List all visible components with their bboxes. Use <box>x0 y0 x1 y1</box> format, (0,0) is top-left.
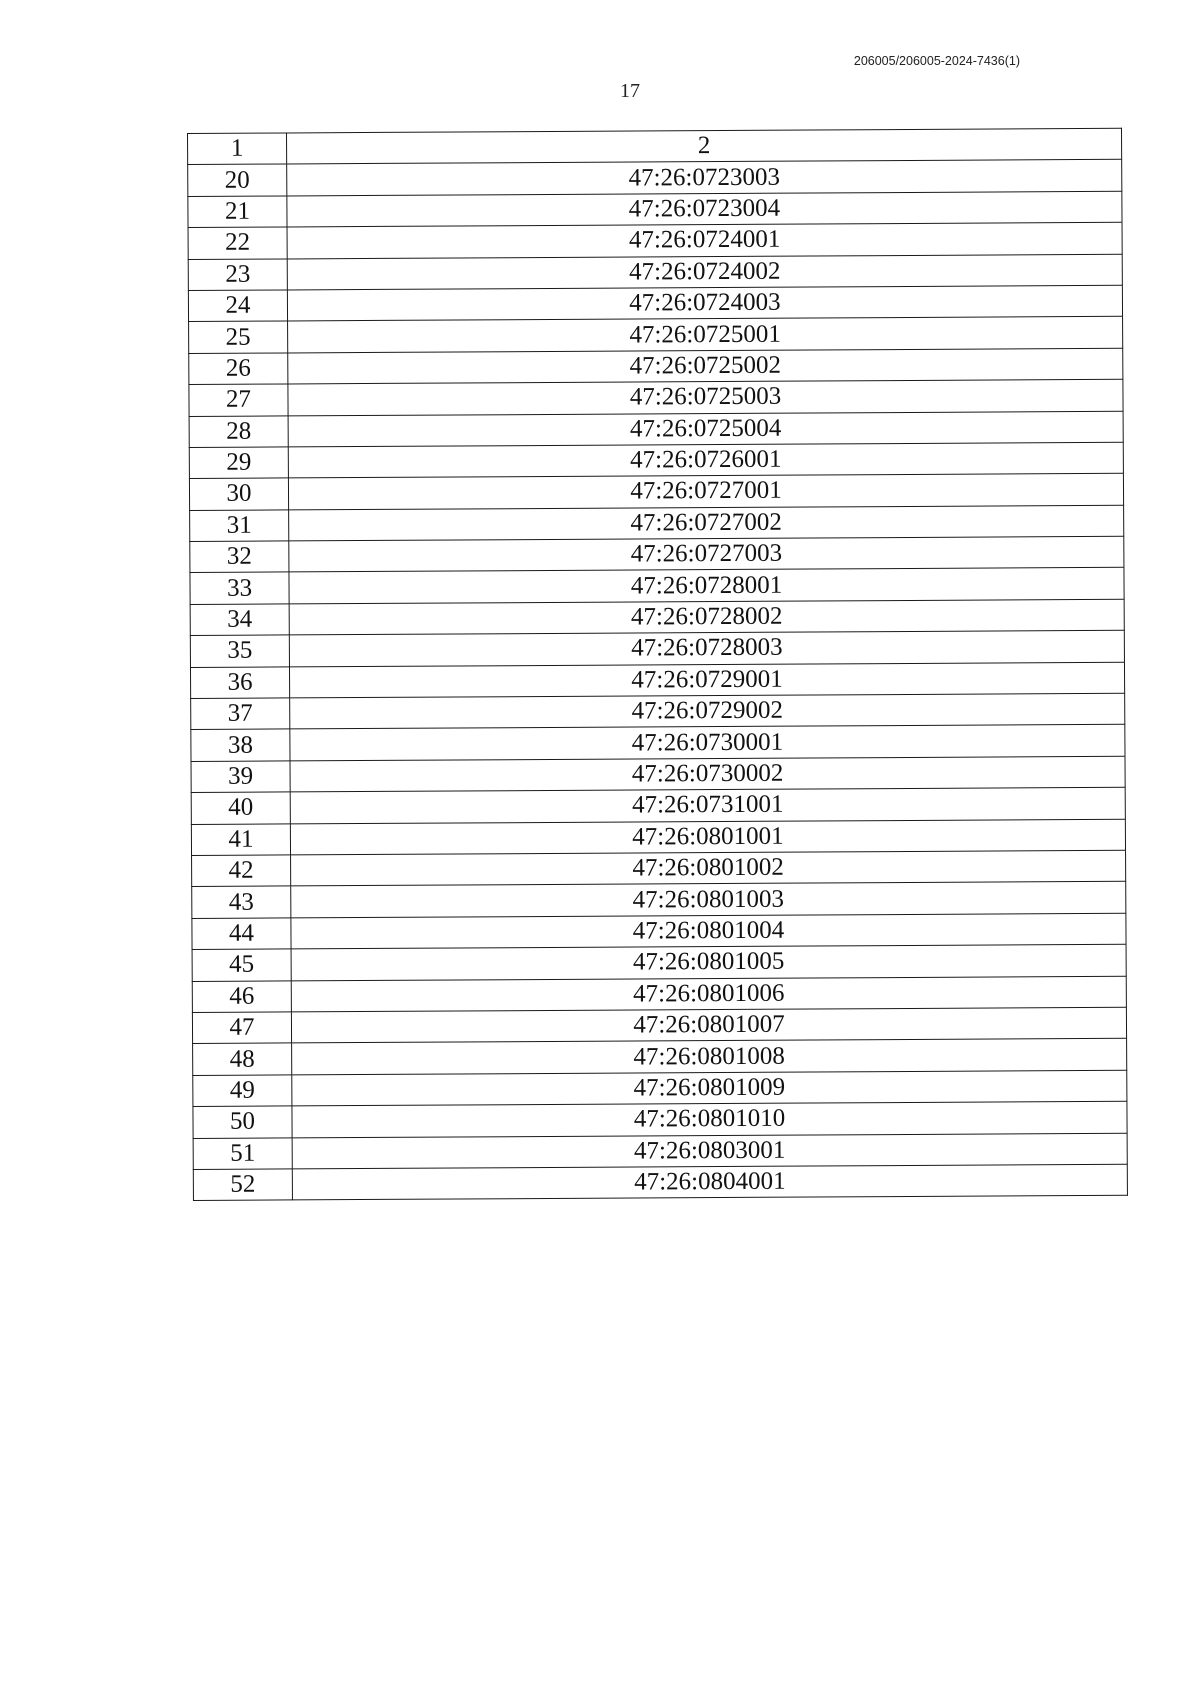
cadastral-number-cell: 47:26:0730002 <box>290 756 1125 792</box>
table-row <box>191 725 1125 762</box>
row-number-cell: 51 <box>193 1137 292 1169</box>
row-number-cell: 39 <box>191 761 290 793</box>
row-number-cell: 20 <box>188 164 287 196</box>
table-row <box>192 850 1126 887</box>
cadastral-number-cell: 47:26:0731001 <box>290 787 1125 823</box>
row-number-cell: 40 <box>191 792 290 824</box>
table-row <box>193 1133 1127 1170</box>
row-number-cell: 47 <box>192 1012 291 1044</box>
table-row <box>190 631 1124 668</box>
row-number-cell: 52 <box>193 1169 292 1201</box>
row-number-cell: 34 <box>190 604 289 636</box>
cadastral-number-cell: 47:26:0725004 <box>288 411 1123 447</box>
table-row <box>192 976 1126 1013</box>
row-number-cell: 30 <box>189 478 288 510</box>
cadastral-number-cell: 47:26:0801010 <box>292 1101 1127 1137</box>
row-number-cell: 21 <box>188 196 287 228</box>
table-row <box>190 662 1124 699</box>
table-row <box>188 191 1122 228</box>
table-row <box>190 536 1124 573</box>
cadastral-number-cell: 47:26:0725001 <box>288 317 1123 353</box>
row-number-cell: 33 <box>190 572 289 604</box>
cadastral-number-cell: 47:26:0727002 <box>289 505 1124 541</box>
row-number-cell: 46 <box>192 980 291 1012</box>
table-row <box>188 285 1122 322</box>
cadastral-number-cell: 47:26:0728002 <box>289 599 1124 635</box>
table-row <box>188 160 1122 197</box>
column-header-1: 1 <box>188 133 287 165</box>
cadastral-number-cell: 47:26:0725002 <box>288 348 1123 384</box>
row-number-cell: 32 <box>190 541 289 573</box>
cadastral-number-cell: 47:26:0723003 <box>287 160 1122 196</box>
row-number-cell: 42 <box>192 855 291 887</box>
row-number-cell: 44 <box>192 918 291 950</box>
row-number-cell: 27 <box>189 384 288 416</box>
cadastral-number-cell: 47:26:0723004 <box>287 191 1122 227</box>
cadastral-number-cell: 47:26:0803001 <box>292 1133 1127 1169</box>
table-row <box>190 599 1124 636</box>
column-header-2: 2 <box>287 128 1122 164</box>
cadastral-number-cell: 47:26:0725003 <box>288 379 1123 415</box>
table-row <box>189 317 1123 354</box>
table-row <box>189 411 1123 448</box>
row-number-cell: 24 <box>188 290 287 322</box>
row-number-cell: 29 <box>189 447 288 479</box>
table-row <box>193 1070 1127 1107</box>
table-row <box>192 882 1126 919</box>
row-number-cell: 23 <box>188 259 287 291</box>
row-number-cell: 43 <box>192 886 291 918</box>
row-number-cell: 25 <box>189 321 288 353</box>
table-row <box>189 442 1123 479</box>
cadastral-number-cell: 47:26:0724003 <box>287 285 1122 321</box>
cadastral-number-cell: 47:26:0801008 <box>292 1039 1127 1075</box>
cadastral-number-cell: 47:26:0727003 <box>289 536 1124 572</box>
row-number-cell: 31 <box>190 510 289 542</box>
row-number-cell: 22 <box>188 227 287 259</box>
cadastral-number-cell: 47:26:0724001 <box>287 222 1122 258</box>
cadastral-table <box>187 128 1128 1201</box>
document-id: 206005/206005-2024-7436(1) <box>853 54 1020 68</box>
row-number-cell: 38 <box>191 729 290 761</box>
table-row <box>192 1007 1126 1044</box>
table-row <box>191 756 1125 793</box>
row-number-cell: 50 <box>193 1106 292 1138</box>
cadastral-number-cell: 47:26:0729001 <box>289 662 1124 698</box>
page-number: 17 <box>620 80 640 102</box>
cadastral-number-cell: 47:26:0728001 <box>289 568 1124 604</box>
table-row <box>189 474 1123 511</box>
table-row <box>191 819 1125 856</box>
table-row <box>188 254 1122 291</box>
cadastral-number-cell: 47:26:0801005 <box>291 944 1126 980</box>
table-row <box>189 379 1123 416</box>
row-number-cell: 26 <box>189 353 288 385</box>
row-number-cell: 48 <box>193 1043 292 1075</box>
cadastral-number-cell: 47:26:0801007 <box>291 1007 1126 1043</box>
row-number-cell: 49 <box>193 1075 292 1107</box>
table-row <box>190 568 1124 605</box>
cadastral-number-cell: 47:26:0801003 <box>291 882 1126 918</box>
table-row <box>190 505 1124 542</box>
cadastral-number-cell: 47:26:0724002 <box>287 254 1122 290</box>
cadastral-number-cell: 47:26:0801004 <box>291 913 1126 949</box>
table-row <box>189 348 1123 385</box>
cadastral-number-cell: 47:26:0801001 <box>290 819 1125 855</box>
table-row <box>188 222 1122 259</box>
table-row <box>193 1164 1127 1201</box>
row-number-cell: 28 <box>189 415 288 447</box>
cadastral-number-cell: 47:26:0801002 <box>291 850 1126 886</box>
table-row <box>192 913 1126 950</box>
cadastral-number-cell: 47:26:0729002 <box>290 693 1125 729</box>
cadastral-number-cell: 47:26:0730001 <box>290 725 1125 761</box>
row-number-cell: 36 <box>190 667 289 699</box>
table-row <box>191 693 1125 730</box>
table-row <box>192 944 1126 981</box>
cadastral-number-cell: 47:26:0728003 <box>289 631 1124 667</box>
cadastral-number-cell: 47:26:0801006 <box>291 976 1126 1012</box>
table-row <box>193 1039 1127 1076</box>
cadastral-number-cell: 47:26:0727001 <box>288 474 1123 510</box>
table-row <box>193 1101 1127 1138</box>
row-number-cell: 45 <box>192 949 291 981</box>
cadastral-number-cell: 47:26:0801009 <box>292 1070 1127 1106</box>
cadastral-number-cell: 47:26:0804001 <box>292 1164 1127 1200</box>
row-number-cell: 41 <box>191 824 290 856</box>
table-row <box>191 787 1125 824</box>
cadastral-number-cell: 47:26:0726001 <box>288 442 1123 478</box>
row-number-cell: 37 <box>191 698 290 730</box>
table-header-row <box>188 128 1122 165</box>
row-number-cell: 35 <box>190 635 289 667</box>
